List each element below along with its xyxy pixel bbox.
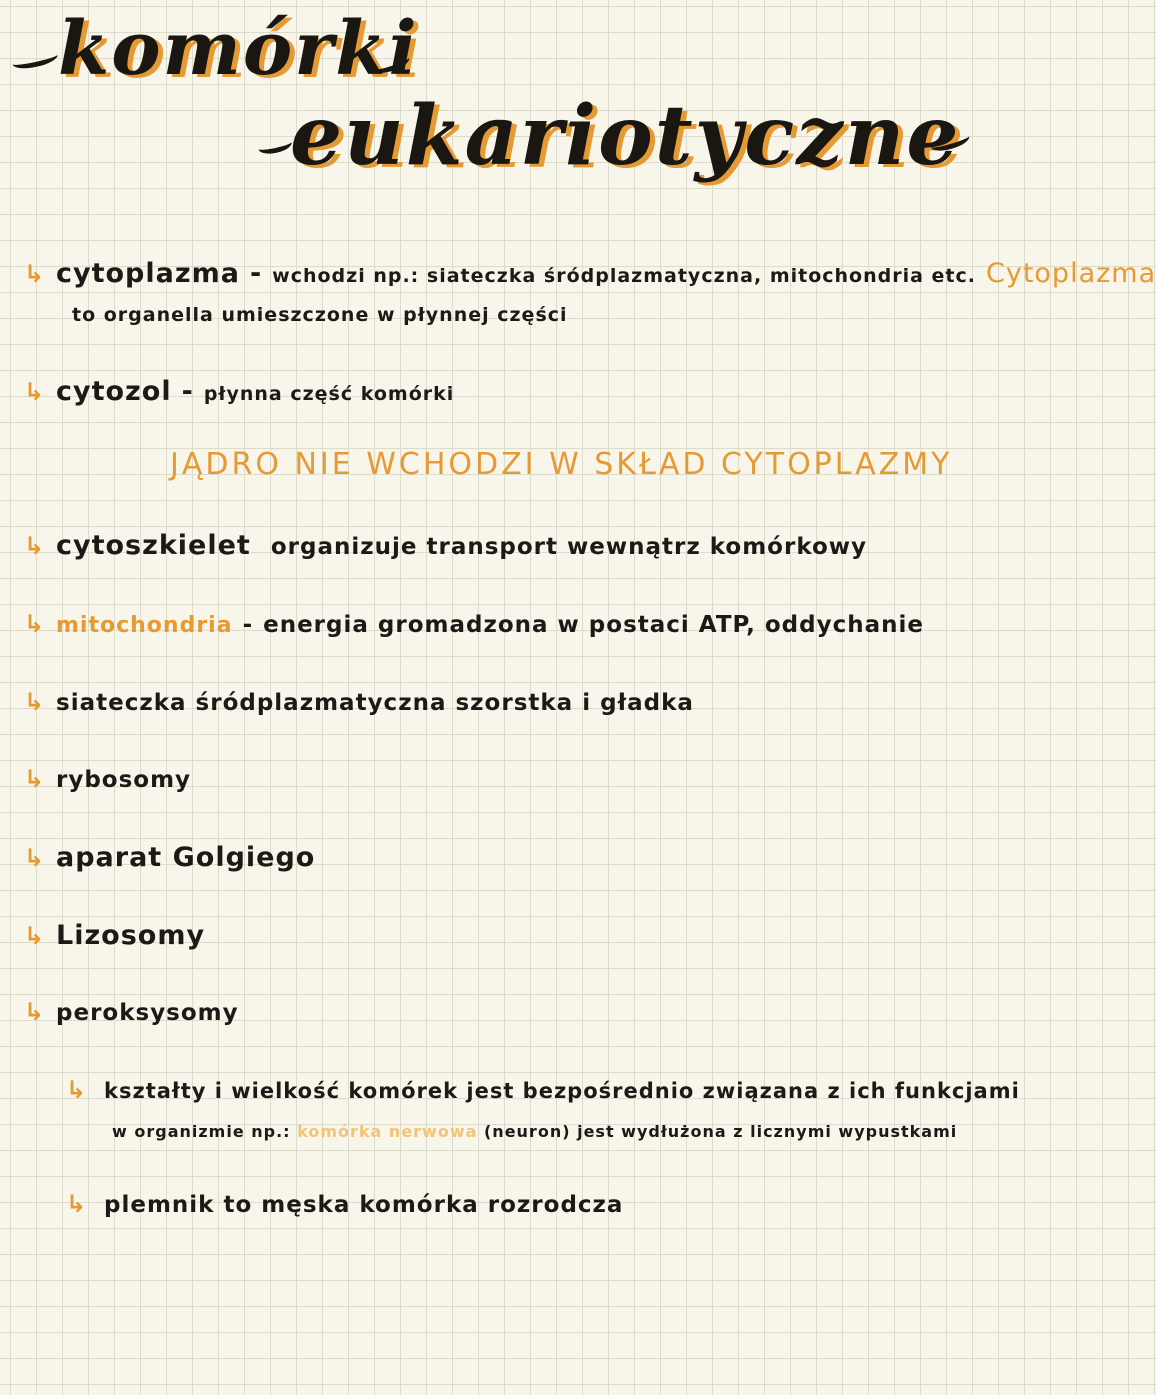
list-item-peroksysomy [24,998,239,1026]
term-cytoplazma: cytoplazma [56,258,240,289]
sub-shapes-line1: kształty i wielkość komórek jest bezpośrednio związana z ich funkcjami [104,1079,1020,1103]
term-aparat-golgiego: aparat Golgiego [56,842,316,873]
arrow-icon: ↳ [66,1190,87,1218]
arrow-icon: ↳ [24,378,45,406]
list-item-cytozol [24,376,454,407]
term-rybosomy: rybosomy [56,767,192,793]
arrow-icon: ↳ [24,998,45,1026]
sub-item-plemnik [66,1190,623,1218]
arrow-icon: ↳ [24,922,45,950]
arrow-icon: ↳ [24,765,45,793]
arrow-icon: ↳ [24,532,45,560]
list-item-lizosomy [24,920,205,951]
sub-item-shapes [66,1076,1020,1104]
nucleus-note: JĄDRO NIE WCHODZI W SKŁAD CYTOPLAZMY [170,447,953,482]
list-item-siateczka [24,688,694,716]
arrow-icon: ↳ [24,610,45,638]
title-swash-left-2 [257,135,293,157]
term-cytoszkielet: cytoszkielet [56,530,251,561]
list-item-mitochondria [24,610,924,638]
sub-shapes-highlight: komórka nerwowa [297,1122,478,1141]
sub-shapes-line2 [112,1122,957,1141]
desc-cytoplazma-cont: to organella umieszczone w płynnej części [72,304,568,326]
arrow-icon: ↳ [24,260,45,288]
term-lizosomy: Lizosomy [56,920,206,951]
page-title-line1: komórki [58,6,419,92]
term-mitochondria: mitochondria [56,613,233,638]
term-dash: - [181,376,194,407]
desc-cytozol: płynna część komórki [203,383,455,405]
sub-shapes-line2-b: (neuron) jest wydłużona z licznymi wypustkami [483,1122,958,1141]
arrow-icon: ↳ [24,844,45,872]
term-cytozol: cytozol [56,376,172,407]
term-peroksysomy: peroksysomy [56,1000,239,1026]
list-item-rybosomy [24,765,191,793]
arrow-icon: ↳ [24,688,45,716]
arrow-icon: ↳ [66,1076,87,1104]
list-item-aparat-golgiego [24,842,315,873]
desc-mitochondria: energia gromadzona w postaci ATP, oddychanie [263,612,924,638]
desc-cytoszkielet: organizuje transport wewnątrz komórkowy [270,534,868,560]
list-item-cytoszkielet [24,530,867,561]
sub-plemnik-line1: plemnik to męska komórka rozrodcza [104,1192,624,1218]
list-item-cytoplazma [24,258,1156,289]
title-swash-left [11,47,59,71]
term-dash: - [242,612,254,638]
term-siateczka: siateczka śródplazmatyczna szorstka i gładka [56,690,694,716]
sub-shapes-line2-a: w organizmie np.: [112,1122,291,1141]
desc-highlight-cytoplazma: Cytoplazma [986,258,1156,289]
page-title-line2: eukariotyczne [290,88,961,184]
term-dash: - [249,258,263,289]
desc-cytoplazma: wchodzi np.: siateczka śródplazmatyczna, mitochondria etc. [272,265,976,287]
